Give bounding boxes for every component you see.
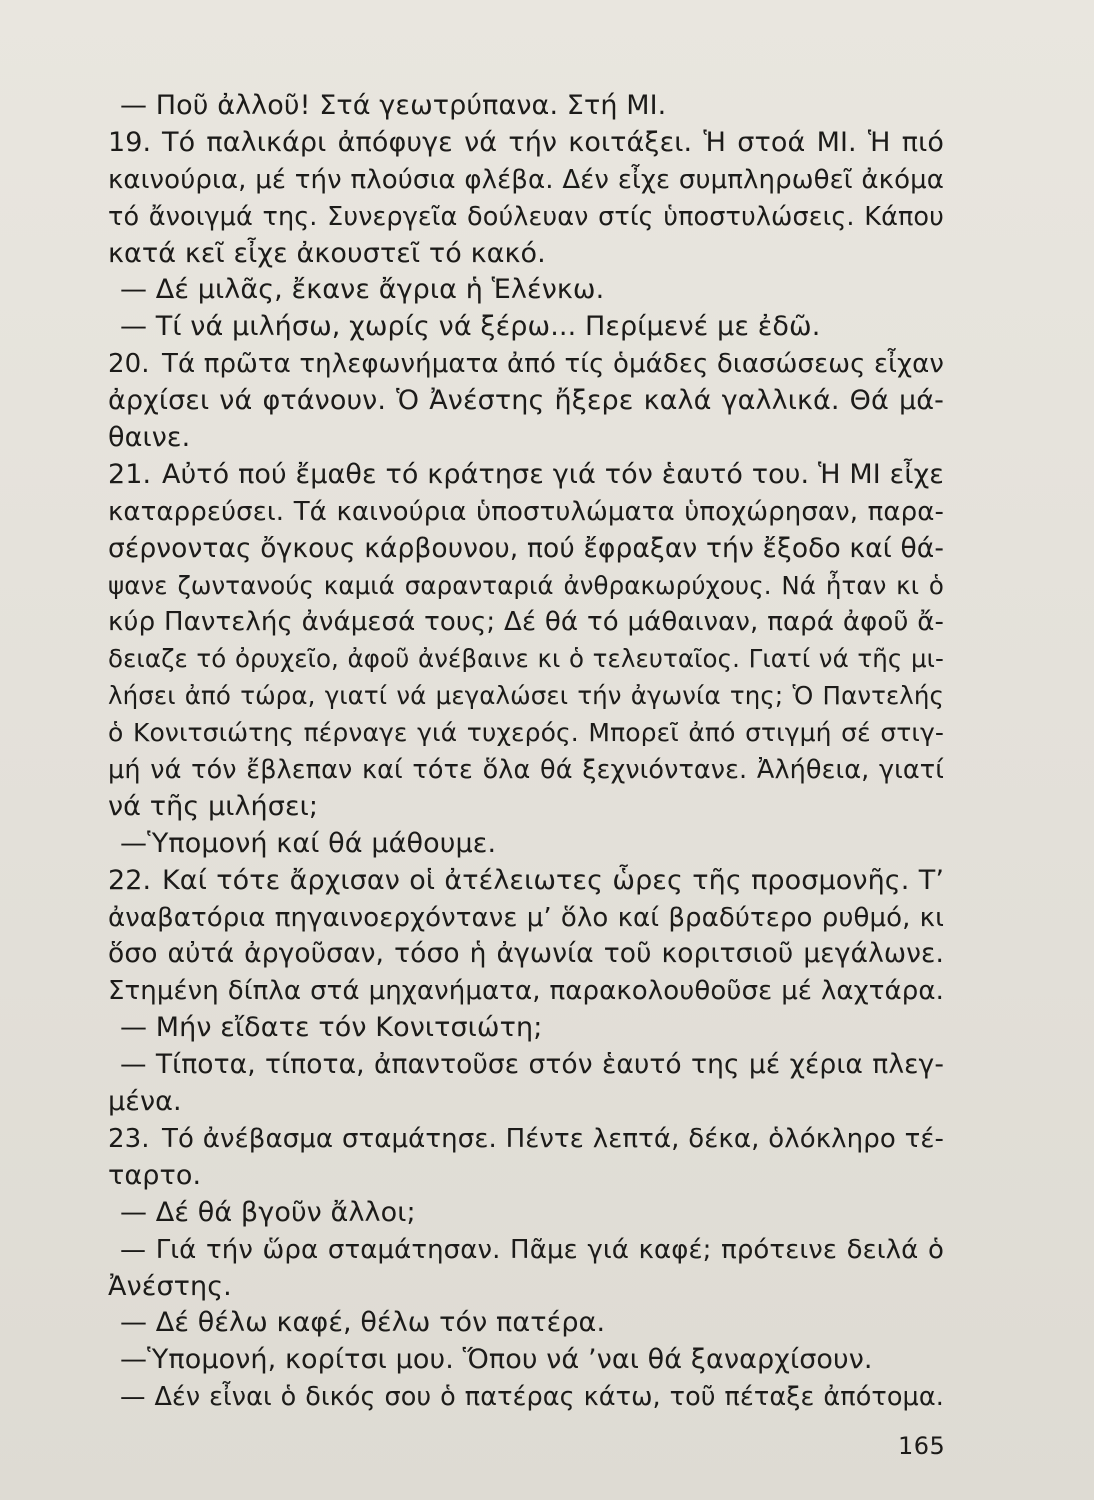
paragraph-number: 21. <box>108 458 152 490</box>
line-text: — Δέ θά βγοῦν ἄλλοι; <box>120 1196 416 1228</box>
line-text: — Γιά τήν ὥρα σταμάτησαν. Πᾶμε γιά καφέ; πρότεινε δειλά ὁ <box>120 1234 944 1265</box>
text-line <box>108 715 944 752</box>
line-text: θαινε. <box>108 422 191 454</box>
text-line <box>108 1305 944 1342</box>
paragraph-start-line <box>108 457 944 494</box>
line-text: — Δέν εἶναι ὁ δικός σου ὁ πατέρας κάτω, τοῦ πέταξε ἀπότομα. <box>120 1382 944 1413</box>
line-text: — Δέ μιλᾶς, ἔκανε ἄγρια ἡ Ἑλένκω. <box>120 274 605 306</box>
line-text: κύρ Παντελής ἀνάμεσά τους; Δέ θά τό μάθαιναν, παρά ἀφοῦ ἄ- <box>108 607 944 638</box>
line-text: Τό ἀνέβασμα σταμάτησε. Πέντε λεπτά, δέκα, ὁλόκληρο τέ- <box>162 1123 944 1154</box>
line-text: νά τῆς μιλήσει; <box>108 790 319 822</box>
text-line <box>108 678 944 715</box>
text-line <box>108 1342 944 1379</box>
line-text: σέρνοντας ὄγκους κάρβουνου, πού ἔφραξαν τήν ἔξοδο καί θά- <box>108 532 944 564</box>
text-line <box>108 789 944 826</box>
line-text: δειαζε τό ὀρυχεῖο, ἀφοῦ ἀνέβαινε κι ὁ τελευταῖος. Γιατί νά τῆς μι- <box>108 644 944 674</box>
line-text: — Ποῦ ἀλλοῦ! Στά γεωτρύπανα. Στή ΜΙ. <box>120 90 667 121</box>
text-line <box>108 1158 944 1195</box>
line-text: ἀναβατόρια πηγαινοερχόντανε μ’ ὅλο καί βραδύτερο ρυθμό, κι <box>108 902 944 933</box>
text-line <box>108 494 944 531</box>
text-line <box>108 604 944 641</box>
line-text: ὅσο αὐτά ἀργοῦσαν, τόσο ἡ ἀγωνία τοῦ κοριτσιοῦ μεγάλωνε. <box>108 938 944 970</box>
text-line <box>108 420 944 457</box>
text-line <box>108 199 944 236</box>
text-line <box>108 1010 944 1047</box>
text-line <box>108 752 944 789</box>
text-line <box>108 1195 944 1232</box>
text-line <box>108 1047 944 1084</box>
text-line <box>108 936 944 973</box>
text-line <box>108 568 944 605</box>
line-text: τό ἄνοιγμά της. Συνεργεῖα δούλευαν στίς ὑποστυλώσεις. Κάπου <box>108 201 944 232</box>
line-text: ταρτο. <box>108 1159 202 1191</box>
line-text: Ἀνέστης. <box>108 1270 232 1302</box>
line-text: ὁ Κονιτσιώτης πέρναγε γιά τυχερός. Μπορεῖ ἀπό στιγμή σέ στιγ- <box>108 718 944 748</box>
line-text: μένα. <box>108 1086 182 1118</box>
text-line <box>108 383 944 420</box>
line-text: κατά κεῖ εἶχε ἀκουστεῖ τό κακό. <box>108 237 546 269</box>
text-line <box>108 973 944 1010</box>
line-text: καταρρεύσει. Τά καινούρια ὑποστυλώματα ὑποχώρησαν, παρα- <box>108 496 944 527</box>
text-line <box>108 531 944 568</box>
text-line <box>108 88 944 125</box>
paragraph-start-line <box>108 1121 944 1158</box>
line-text: —Ὑπομονή καί θά μάθουμε. <box>120 827 497 859</box>
line-text: λήσει ἀπό τώρα, γιατί νά μεγαλώσει τήν ἀγωνία της; Ὁ Παντελής <box>108 681 944 711</box>
paragraph-start-line <box>108 863 944 900</box>
paragraph-number: 23. <box>108 1123 150 1154</box>
body-text <box>108 88 944 1416</box>
paragraph-number: 20. <box>108 349 150 380</box>
text-line <box>108 1379 944 1416</box>
line-text: — Δέ θέλω καφέ, θέλω τόν πατέρα. <box>120 1307 606 1339</box>
text-line <box>108 641 944 678</box>
paragraph-number: 22. <box>108 864 152 896</box>
paragraph-start-line <box>108 125 944 162</box>
line-text: — Τίποτα, τίποτα, ἀπαντοῦσε στόν ἑαυτό της μέ χέρια πλεγ- <box>120 1049 944 1081</box>
line-text: Τό παλικάρι ἀπόφυγε νά τήν κοιτάξει. Ἡ στοά ΜΙ. Ἡ πιό <box>162 126 944 158</box>
text-line <box>108 162 944 199</box>
text-line <box>108 826 944 863</box>
page-number: 165 <box>898 1432 946 1460</box>
text-line <box>108 309 944 346</box>
line-text: καινούρια, μέ τήν πλούσια φλέβα. Δέν εἶχε συμπληρωθεῖ ἀκόμα <box>108 164 944 195</box>
line-text: Τά πρῶτα τηλεφωνήματα ἀπό τίς ὁμάδες διασώσεως εἶχαν <box>162 349 944 380</box>
text-line <box>108 1084 944 1121</box>
line-text: — Μήν εἴδατε τόν Κονιτσιώτη; <box>120 1012 543 1044</box>
line-text: Καί τότε ἄρχισαν οἱ ἀτέλειωτες ὧρες τῆς προσμονῆς. Τ’ <box>162 864 944 896</box>
line-text: Αὐτό πού ἔμαθε τό κράτησε γιά τόν ἑαυτό του. Ἡ ΜΙ εἶχε <box>162 458 944 490</box>
text-line <box>108 900 944 937</box>
text-line <box>108 236 944 273</box>
line-text: —Ὑπομονή, κορίτσι μου. Ὅπου νά ’ναι θά ξαναρχίσουν. <box>120 1344 873 1376</box>
line-text: ἀρχίσει νά φτάνουν. Ὁ Ἀνέστης ἤξερε καλά γαλλικά. Θά μά- <box>108 385 944 417</box>
line-text: μή νά τόν ἔβλεπαν καί τότε ὅλα θά ξεχνιόντανε. Ἀλήθεια, γιατί <box>108 755 944 786</box>
line-text: Στημένη δίπλα στά μηχανήματα, παρακολουθοῦσε μέ λαχτάρα. <box>108 976 944 1007</box>
text-line <box>108 272 944 309</box>
paragraph-start-line <box>108 346 944 383</box>
line-text: ψανε ζωντανούς καμιά σαρανταριά ἀνθρακωρύχους. Νά ἦταν κι ὁ <box>108 570 944 600</box>
line-text: — Τί νά μιλήσω, χωρίς νά ξέρω... Περίμενέ με ἐδῶ. <box>120 311 821 343</box>
text-line <box>108 1269 944 1306</box>
text-line <box>108 1232 944 1269</box>
paragraph-number: 19. <box>108 126 152 158</box>
